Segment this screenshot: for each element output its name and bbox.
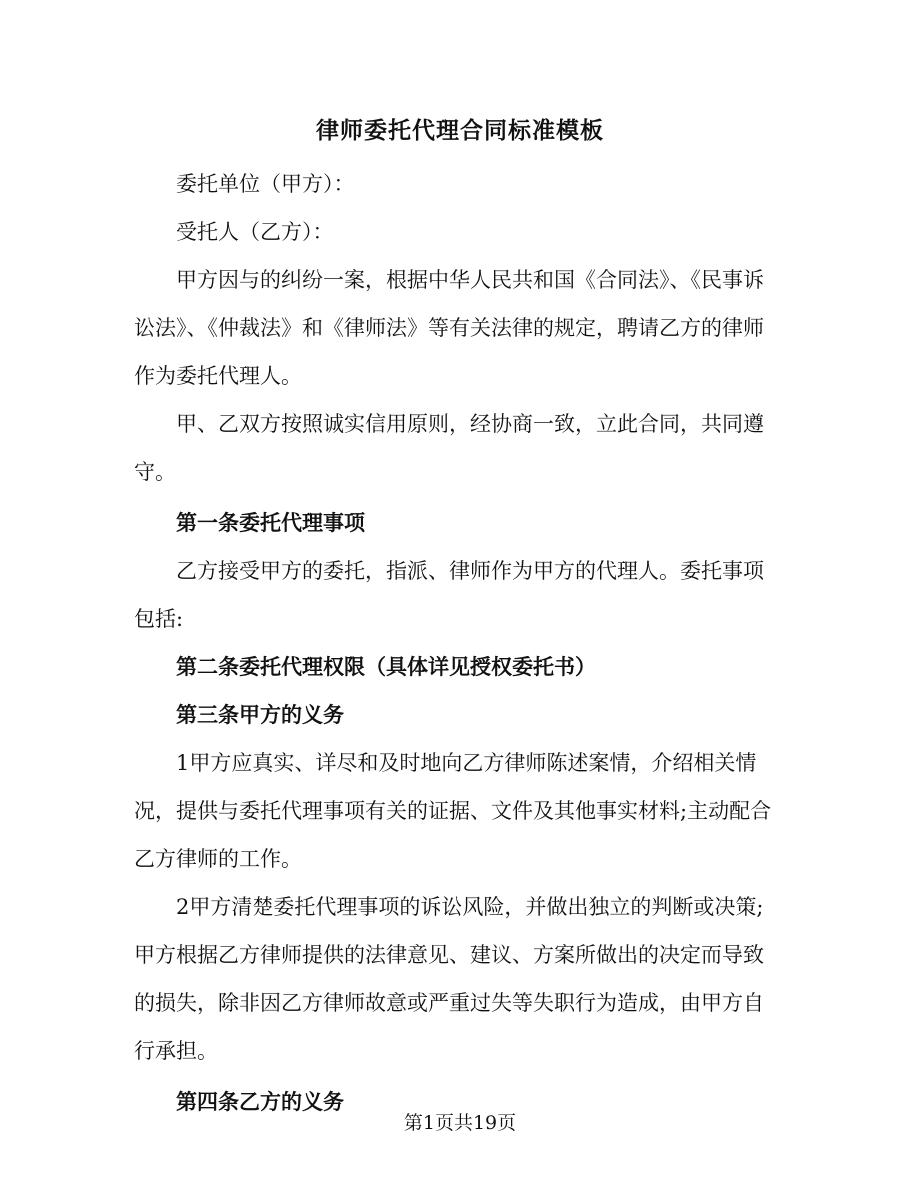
article-1-heading: 第一条委托代理事项	[176, 510, 365, 535]
article-3-item-1: 1甲方应真实、详尽和及时地向乙方律师陈述案情，介绍相关情况，提供与委托代理事项有关的证据、文件及其他事实材料;主动配合乙方律师的工作。	[134, 751, 772, 871]
document-title: 律师委托代理合同标准模板	[316, 117, 604, 144]
page-number: 第1页共19页	[403, 1112, 517, 1134]
party-a-line: 委托单位（甲方）：	[176, 172, 355, 196]
article-2-heading: 第二条委托代理权限（具体详见授权委托书）	[176, 654, 596, 679]
article-3-heading: 第三条甲方的义务	[176, 702, 344, 727]
article-3-item-2: 2甲方清楚委托代理事项的诉讼风险，并做出独立的判断或决策;甲方根据乙方律师提供的法律意见、建议、方案所做出的决定而导致的损失，除非因乙方律师故意或严重过失等失职行为造成，由甲方自行承担。	[134, 895, 764, 1063]
article-4-heading: 第四条乙方的义务	[176, 1089, 344, 1114]
intro-paragraph: 甲方因与的纠纷一案，根据中华人民共和国《合同法》、《民事诉讼法》、《仲裁法》和《律师法》等有关法律的规定，聘请乙方的律师作为委托代理人。	[134, 268, 764, 388]
agreement-paragraph: 甲、乙双方按照诚实信用原则，经协商一致，立此合同，共同遵守。	[134, 412, 764, 484]
article-1-text: 乙方接受甲方的委托，指派、律师作为甲方的代理人。委托事项包括:	[134, 559, 764, 631]
document-body	[134, 160, 784, 1126]
party-b-line: 受托人（乙方）：	[176, 220, 334, 244]
